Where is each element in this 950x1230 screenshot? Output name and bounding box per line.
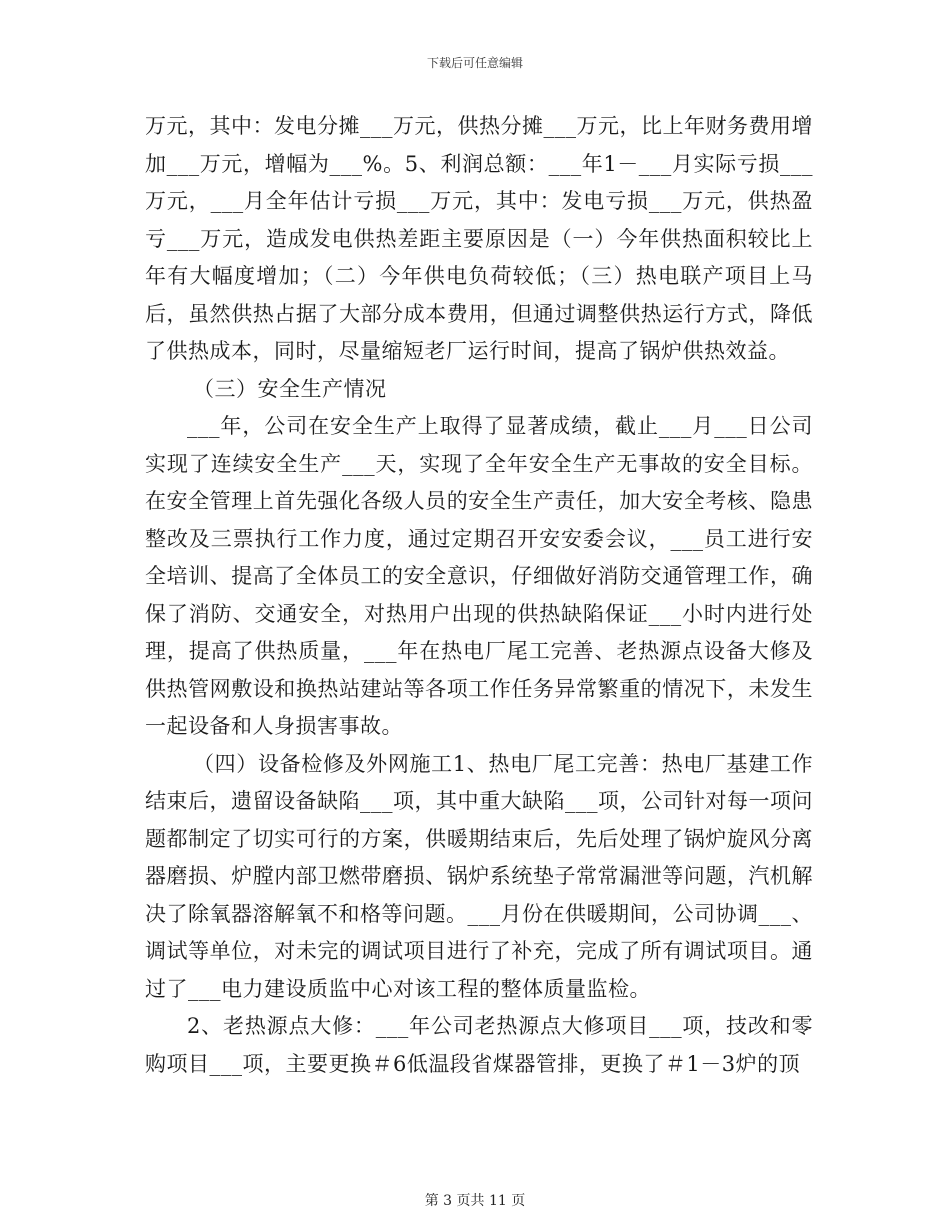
document-body — [145, 108, 813, 1083]
paragraph-safety: ___年，公司在安全生产上取得了显著成绩，截止___月___日公司实现了连续安全生产___天，实现了全年安全生产无事故的安全目标。在安全管理上首先强化各级人员的安全生产责任，加大安全考核、隐患整改及三票执行工作力度，通过定期召开安安委会议，___员工进行安全培训、提高了全体员工的安全意识，仔细做好消防交通管理工作，确保了消防、交通安全，对热用户出现的供热缺陷保证___小时内进行处理，提高了供热质量，___年在热电厂尾工完善、老热源点设备大修及供热管网敷设和换热站建站等各项工作任务异常繁重的情况下，未发生一起设备和人身损害事故。 — [145, 414, 813, 738]
paragraph-equipment-maintenance: （四）设备检修及外网施工1、热电厂尾工完善：热电厂基建工作结束后，遗留设备缺陷___项，其中重大缺陷___项，公司针对每一项问题都制定了切实可行的方案，供暖期结束后，先后处理了锅炉旋风分离器磨损、炉膛内部卫燃带磨损、锅炉系统垫子常常漏泄等问题，汽机解决了除氧器溶解氧不和格等问题。___月份在供暖期间，公司协调___、调试等单位，对未完的调试项目进行了补充，完成了所有调试项目。通过了___电力建设质监中心对该工程的整体质量监检。 — [145, 751, 813, 1001]
paragraph-old-heat-source-overhaul: 2、老热源点大修：___年公司老热源点大修项目___项，技改和零购项目___项，主要更换＃6低温段省煤器管排，更换了＃1－3炉的顶 — [145, 1014, 813, 1076]
page-header: 下载后可任意编辑 — [426, 56, 523, 70]
paragraph-finance-profit: 万元，其中：发电分摊___万元，供热分摊___万元，比上年财务费用增加___万元，增幅为___%。5、利润总额：___年1－___月实际亏损___万元，___月全年估计亏损___万元，其中：发电亏损___万元，供热盈亏___万元，造成发电供热差距主要原因是（一）今年供热面积较比上年有大幅度增加；（二）今年供电负荷较低；（三）热电联产项目上马后，虽然供热占据了大部分成本费用，但通过调整供热运行方式，降低了供热成本，同时，尽量缩短老厂运行时间，提高了锅炉供热效益。 — [145, 114, 813, 363]
page-footer: 第 3 页共 11 页 — [424, 1193, 526, 1209]
section-heading-safety: （三）安全生产情况 — [193, 376, 387, 401]
